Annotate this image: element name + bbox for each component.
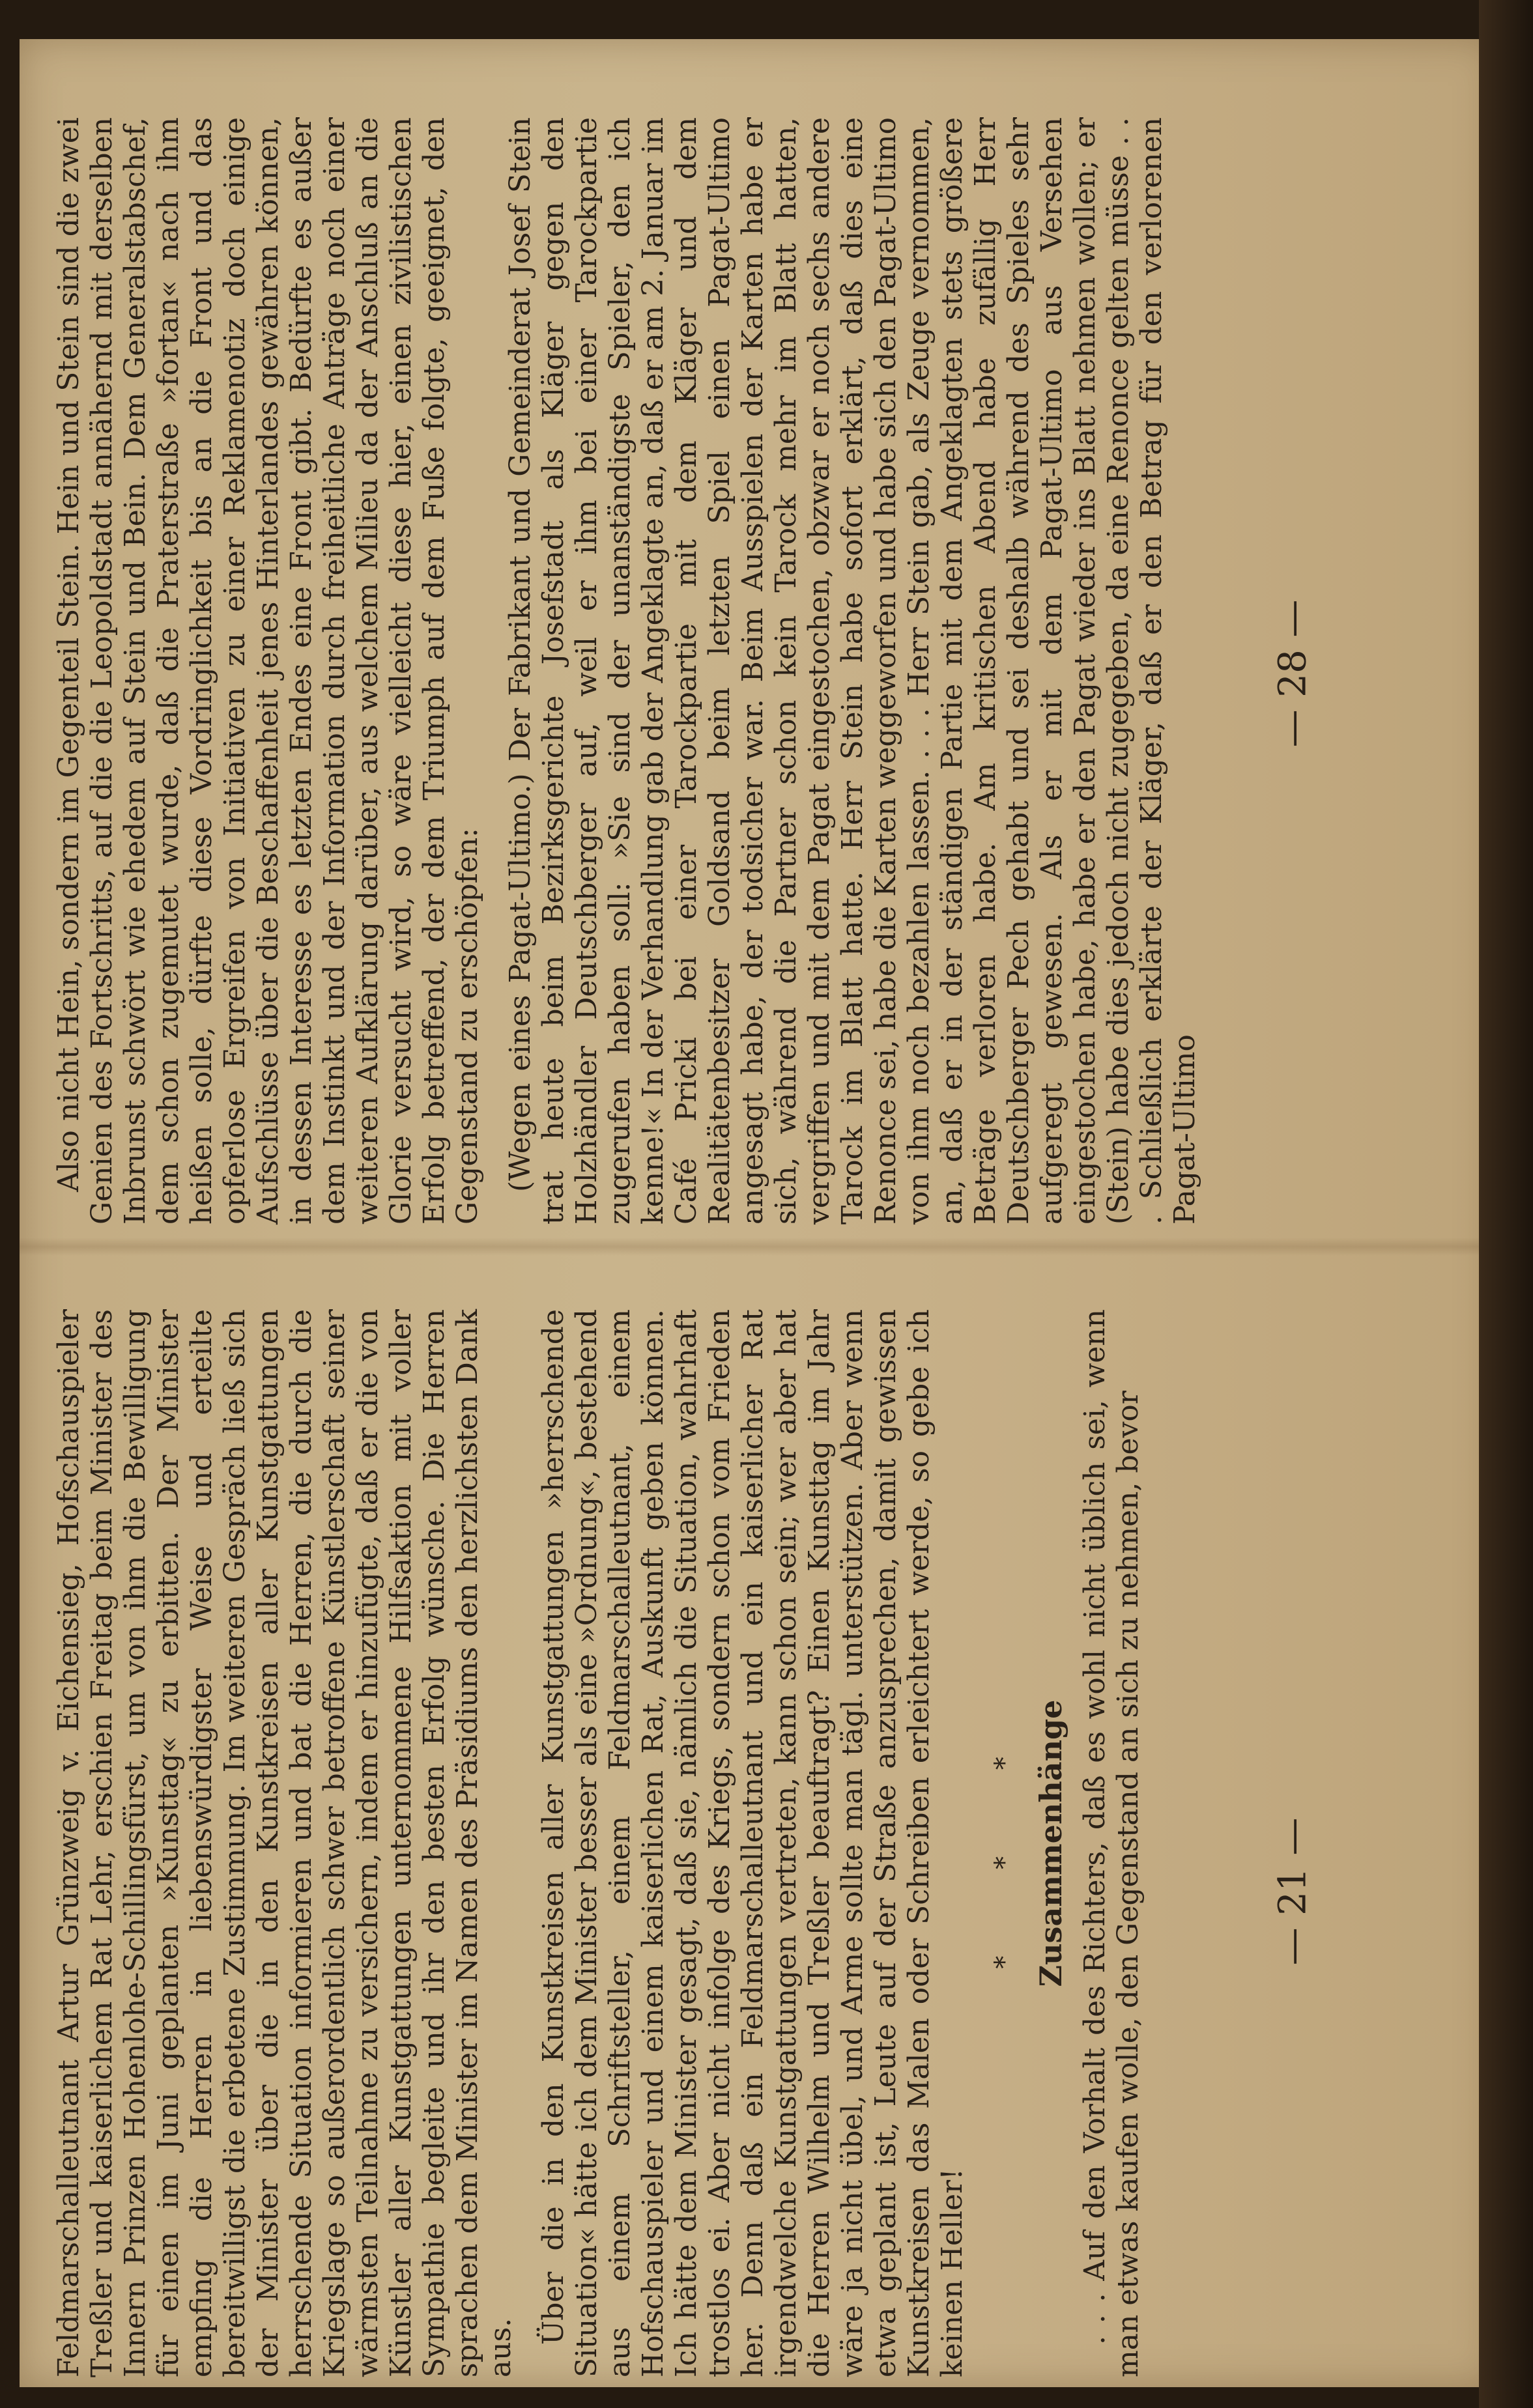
- page-28-number: — 28 —: [1270, 599, 1315, 748]
- section-heading: Zusammenhänge: [1033, 1699, 1068, 1987]
- section-separator-stars: * * *: [990, 1718, 1020, 1969]
- page-fold: [20, 1238, 1495, 1256]
- page-21-paragraph-1: Feldmarschalleutnant Artur Grünzweig v. Eichensieg, Hofschauspieler Treßler und kaiserlichem Rat Lehr, erschien Freitag beim Minister des Innern Prinzen Hohenlohe-Schillingsfürst, um von ihm die Bewilligung für einen im Juni geplanten »Kunsttag« zu erbitten. Der Minister empfing die Herren in liebenswürdigster Weise und erteilte bereitwilligst die erbetene Zustimmung. Im weiteren Gespräch ließ sich der Minister über die in den Kunstkreisen aller Kunstgattungen herrschende Situation informieren und bat die Herren, die durch die Kriegslage so außerordentlich schwer betroffene Künstlerschaft seiner wärmsten Teilnahme zu versichern, indem er hinzufügte, daß er die von Künstler aller Kunstgattungen unternommene Hilfsaktion mit voller Sympathie begleite und ihr den besten Erfolg wünsche. Die Herren sprachen dem Minister im Namen des Präsidiums den herzlichsten Dank aus.: [52, 1309, 517, 2377]
- book-spine: [1479, 0, 1533, 2408]
- page-21-paragraph-3: . . . Auf den Vorhalt des Richters, daß es wohl nicht üblich sei, wenn man etwas kaufen wolle, den Gegenstand an sich zu nehmen, bevor: [1078, 1309, 1145, 2377]
- page-21: [26, 1309, 1199, 2377]
- page-21-text-column: [52, 1309, 1164, 2377]
- page-21-number: — 21 —: [1270, 1817, 1315, 1966]
- page-28-paragraph-2: (Wegen eines Pagat-Ultimo.) Der Fabrikant und Gemeinderat Josef Stein trat heute beim Bezirksgerichte Josefstadt als Kläger gegen den Holzhändler Deutschberger auf, weil er ihm bei einer Tarockpartie zugerufen haben soll: »Sie sind der unanständigste Spieler, den ich kenne!« In der Verhandlung gab der Angeklagte an, daß er am 2. Januar im Café Pricki bei einer Tarockpartie mit dem Kläger und dem Realitätenbesitzer Goldsand beim letzten Spiel einen Pagat-Ultimo angesagt habe, der todsicher war. Beim Ausspielen der Karten habe er sich, während die Partner schon kein Tarock mehr im Blatt hatten, vergriffen und mit dem Pagat eingestochen, obzwar er noch sechs andere Tarock im Blatt hatte. Herr Stein habe sofort erklärt, daß dies eine Renonce sei, habe die Karten weggeworfen und habe sich den Pagat-Ultimo von ihm noch bezahlen lassen. . . . Herr Stein gab, als Zeuge vernommen, an, daß er in der ständigen Partie mit dem Angeklagten stets größere Beträge verloren habe. Am kritischen Abend habe zufällig Herr Deutschberger Pech gehabt und sei deshalb während des Spieles sehr aufgeregt gewesen. Als er mit dem Pagat-Ultimo aus Versehen eingestochen habe, habe er den Pagat wieder ins Blatt nehmen wollen; er (Stein) habe dies jedoch nicht zugegeben, da eine Renonce gelten müsse . . . Schließlich erklärte der Kläger, daß er den Betrag für den verlorenen Pagat-Ultimo: [504, 117, 1201, 1225]
- page-28-text-column: [52, 117, 1221, 1225]
- page-28: [26, 117, 1251, 1225]
- page-21-paragraph-2: Über die in den Kunstkreisen aller Kunstgattungen »herrschende Situation« hätte ich dem Minister besser als eine »Ordnung«, bestehend aus einem Schriftsteller, einem Feldmarschalleutnant, einem Hofschauspieler und einem kaiserlichen Rat, Auskunft geben können. Ich hätte dem Minister gesagt, daß sie, nämlich die Situation, wahrhaft trostlos ei. Aber nicht infolge des Kriegs, sondern schon vom Frieden her. Denn daß ein Feldmarschalleutnant und ein kaiserlicher Rat irgendwelche Kunstgattungen vertreten, kann schon sein; wer aber hat die Herren Wilhelm und Treßler beauftragt? Einen Kunsttag im Jahr wäre ja nicht übel, und Arme sollte man tägl. unterstützen. Aber wenn etwa geplant ist, Leute auf der Straße anzusprechen, damit gewissen Kunstkreisen das Malen oder Schreiben erleichtert werde, so gebe ich keinen Heller!: [537, 1309, 969, 2377]
- page-28-paragraph-1: Also nicht Hein, sondern im Gegenteil Stein. Hein und Stein sind die zwei Genien des Fortschritts, auf die die Leopoldstadt annähernd mit derselben Inbrunst schwört wie ehedem auf Stein und Bein. Dem Generalstabschef, dem schon zugemutet wurde, daß die Praterstraße »fortan« nach ihm heißen solle, dürfte diese Vordringlichkeit bis an die Front und das opferlose Ergreifen von Initiativen zu einer Reklamenotiz doch einige Aufschlüsse über die Beschaffenheit jenes Hinterlandes gewähren können, in dessen Interesse es letzten Endes eine Front gibt. Bedürfte es außer dem Instinkt und der Information durch freiheitliche Anträge noch einer weiteren Aufklärung darüber, aus welchem Milieu da der Anschluß an die Glorie versucht wird, so wäre vielleicht diese hier, einen zivilistischen Erfolg betreffend, der dem Triumph auf dem Fuße folgte, geeignet, den Gegenstand zu erschöpfen:: [52, 117, 484, 1225]
